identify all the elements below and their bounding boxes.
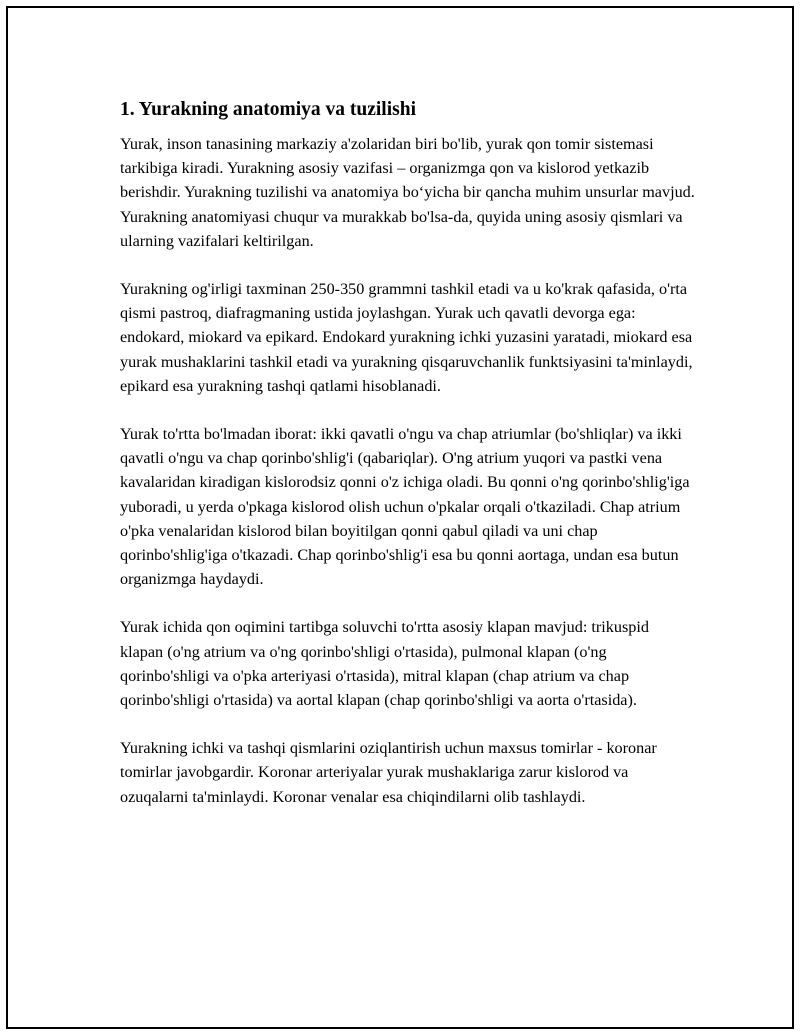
paragraph-coronary-vessels: Yurakning ichki va tashqi qismlarini oziqlantirish uchun maxsus tomirlar - koronar tomirlar javobgardir. Koronar arteriyalar yurak mushaklariga zarur kislorod va ozuqalarni ta'minlaydi. Koronar venalar esa chiqindilarni olib tashlaydi. bbox=[120, 739, 657, 806]
page-frame bbox=[6, 6, 794, 1029]
paragraph-intro: Yurak, inson tanasining markaziy a'zolaridan biri bo'lib, yurak qon tomir sistemasi tarkibiga kiradi. Yurakning asosiy vazifasi – organizmga qon va kislorod yetkazib berishdir. Yurakning tuzilishi va anatomiya bo‘yicha bir qancha muhim unsurlar mavjud. Yurakning anatomiyasi chuqur va murakkab bo'lsa-da, quyida uning asosiy qismlari va ularning vazifalari keltirilgan. bbox=[120, 135, 695, 250]
section-heading: 1. Yurakning anatomiya va tuzilishi bbox=[120, 99, 416, 120]
paragraph-valves: Yurak ichida qon oqimini tartibga soluvchi to'rtta asosiy klapan mavjud: trikuspid klapan (o'ng atrium va o'ng qorinbo'shligi o'rtasida), pulmonal klapan (o'ng qorinbo'shligi va o'pka arteriyasi o'rtasida), mitral klapan (chap atrium va chap qorinbo'shligi o'rtasida) va aortal klapan (chap qorinbo'shligi va aorta o'rtasida). bbox=[120, 618, 649, 710]
paragraph-chambers: Yurak to'rtta bo'lmadan iborat: ikki qavatli o'ngu va chap atriumlar (bo'shliqlar) va ikki qavatli o'ngu va chap qorinbo'shlig'i (qabariqlar). O'ng atrium yuqori va pastki vena kavalaridan kiradigan kislorodsiz qonni o'z ichiga oladi. Bu qonni o'ng qorinbo'shlig'iga yuboradi, u yerda o'pkaga kislorod olish uchun o'pkalar orqali o'tkaziladi. Chap atrium o'pka venalaridan kislorod bilan boyitilgan qonni qabul qiladi va uni chap qorinbo'shlig'iga o'tkazadi. Chap qorinbo'shlig'i esa bu qonni aortaga, undan esa butun organizmga haydaydi. bbox=[120, 425, 690, 589]
document-body bbox=[120, 98, 696, 833]
paragraph-weight-and-walls: Yurakning og'irligi taxminan 250-350 grammni tashkil etadi va u ko'krak qafasida, o'rta qismi pastroq, diafragmaning ustida joylashgan. Yurak uch qavatli devorga ega: endokard, miokard va epikard. Endokard yurakning ichki yuzasini yaratadi, miokard esa yurak mushaklarini tashkil etadi va yurakning qisqaruvchanlik funktsiyasini ta'minlaydi, epikard esa yurakning tashqi qatlami hisoblanadi. bbox=[120, 280, 693, 395]
